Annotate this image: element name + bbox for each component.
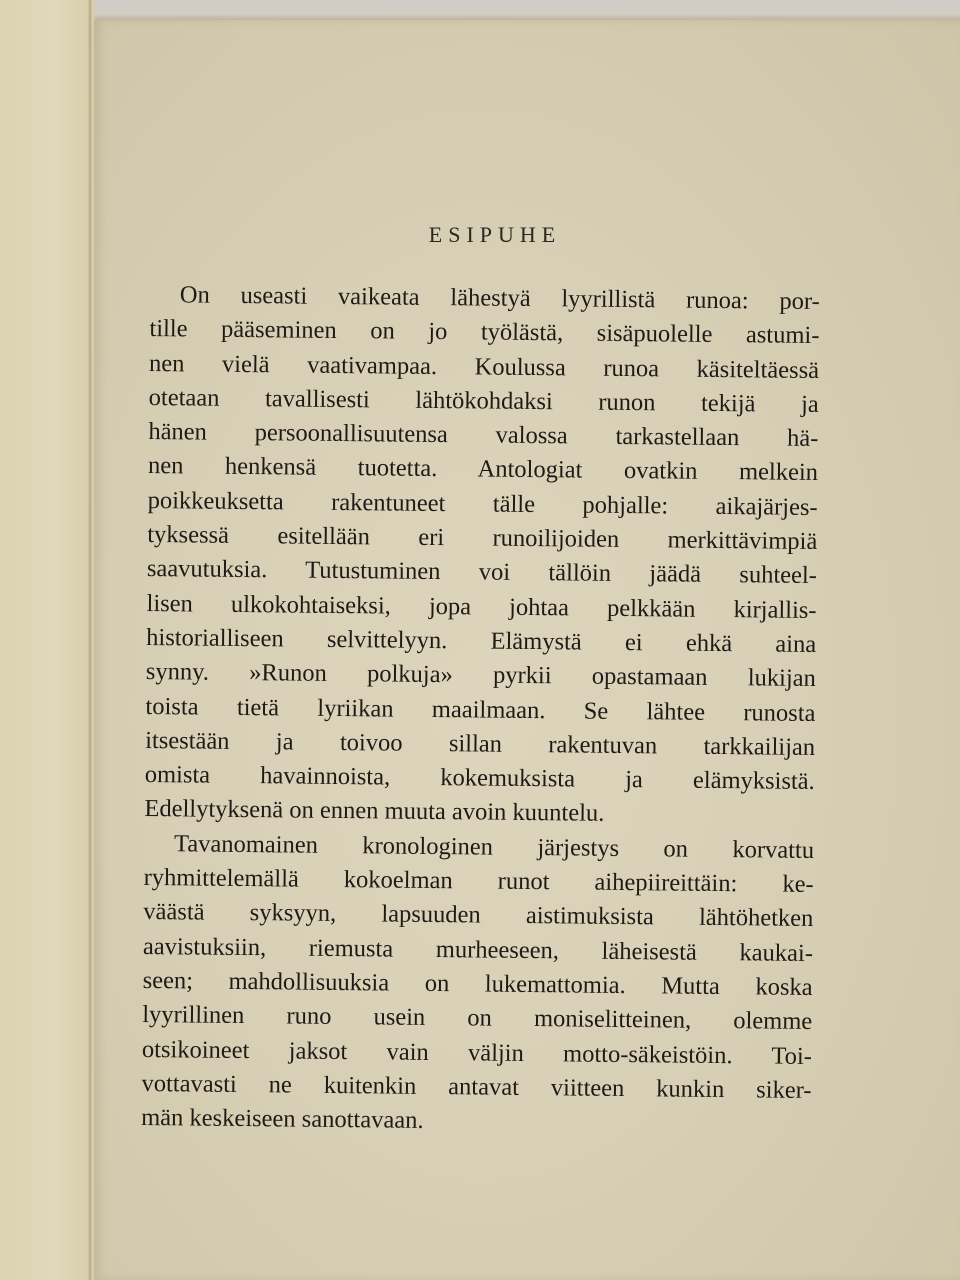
text-line: omista havainnoista, kokemuksista ja elämyksistä. xyxy=(144,761,815,796)
text-line: vottavasti ne kuitenkin antavat viitteen kunkin siker- xyxy=(141,1069,812,1104)
text-line: historialliseen selvittelyyn. Elämystä ei ehkä aina xyxy=(146,623,817,658)
background-strip xyxy=(95,0,960,20)
text-line: On useasti vaikeata lähestyä lyyrillistä runoa: por- xyxy=(179,281,820,316)
text-line: ryhmittelemällä kokoelman runot aihepiireittäin: ke- xyxy=(143,864,814,899)
text-line: lyyrillinen runo usein on moniselitteinen, olemme xyxy=(142,1001,813,1036)
preface-content xyxy=(141,222,820,1135)
text-line: itsestään ja toivoo sillan rakentuvan tarkkailijan xyxy=(145,726,816,761)
text-line: synny. »Runon polkuja» pyrkii opastamaan lukijan xyxy=(145,658,816,693)
text-line: aavistuksiin, riemusta murheeseen, läheisestä kaukai- xyxy=(142,932,814,967)
text-line: lisen ulkokohtaiseksi, jopa johtaa pelkkään kirjallis- xyxy=(146,589,817,624)
previous-page-edges xyxy=(0,0,94,1280)
text-line: väästä syksyyn, lapsuuden aistimuksista lähtöhetken xyxy=(143,898,814,933)
text-line: poikkeuksetta rakentuneet tälle pohjalle: aikajärjes- xyxy=(147,486,818,521)
paragraph-1 xyxy=(141,278,820,1142)
text-line: hänen persoonallisuutensa valossa tarkastellaan hä- xyxy=(148,418,819,453)
text-line: tyksessä esitellään eri runoilijoiden merkittävimpiä xyxy=(147,521,818,556)
text-line: seen; mahdollisuuksia on lukemattomia. Mutta koska xyxy=(142,966,813,1001)
text-line: saavutuksia. Tutustuminen voi tällöin jäädä suhteel- xyxy=(146,555,818,590)
page-title: ESIPUHE xyxy=(428,222,562,247)
text-line: toista tietä lyriikan maailmaan. Se lähtee runosta xyxy=(145,692,816,727)
text-line: män keskeiseen sanottavaan. xyxy=(141,1104,424,1135)
text-line: nen vielä vaativampaa. Koulussa runoa käsiteltäessä xyxy=(148,349,820,384)
text-line: otetaan tavallisesti lähtökohdaksi runon tekijä ja xyxy=(148,383,819,418)
text-line: tille pääseminen on jo työlästä, sisäpuolelle astumi- xyxy=(149,315,820,350)
text-line: Edellytyksenä on ennen muuta avoin kuuntelu. xyxy=(144,795,605,828)
text-line: Tavanomainen kronologinen järjestys on korvattu xyxy=(173,830,815,864)
text-line: nen henkensä tuotetta. Antologiat ovatkin melkein xyxy=(147,452,819,487)
text-line: otsikoineet jaksot vain väljin motto-säkeistöin. Toi- xyxy=(141,1035,813,1070)
page-gutter xyxy=(88,0,92,1280)
